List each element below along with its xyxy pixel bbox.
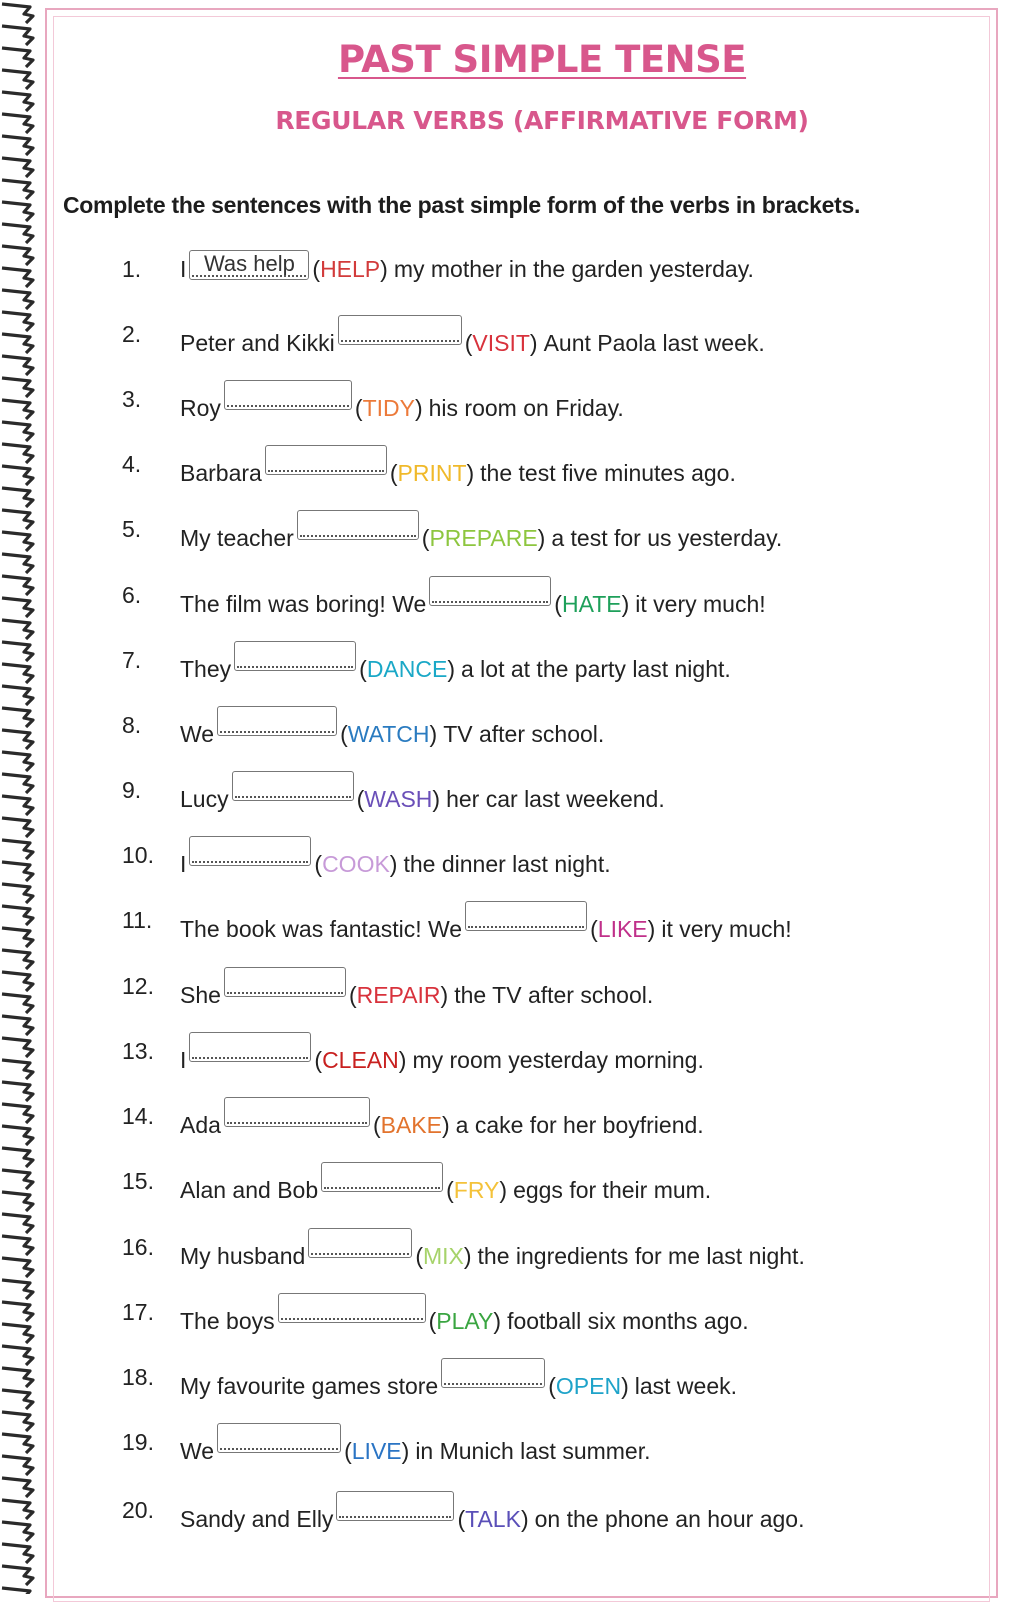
verb-word: PLAY xyxy=(436,1308,494,1334)
page-title: PAST SIMPLE TENSE xyxy=(337,38,747,81)
answer-blank[interactable] xyxy=(224,967,346,997)
exercise-row xyxy=(0,1032,1000,1072)
exercise-number: 2. xyxy=(122,321,142,347)
spiral-ring-icon xyxy=(2,1588,33,1594)
sentence-start: Lucy xyxy=(180,786,229,812)
exercise-number: 4. xyxy=(122,451,142,477)
spiral-ring-icon xyxy=(2,224,33,243)
answer-blank[interactable] xyxy=(189,836,311,866)
exercise-number: 13. xyxy=(122,1038,154,1064)
exercise-sentence xyxy=(180,712,604,748)
spiral-ring-icon xyxy=(2,422,33,441)
spiral-ring-icon xyxy=(2,202,33,221)
sentence-start: Barbara xyxy=(180,460,262,486)
exercise-sentence xyxy=(180,321,765,357)
instructions: Complete the sentences with the past simple form of the verbs in brackets. xyxy=(63,192,861,218)
exercise-number: 11. xyxy=(122,907,153,933)
sentence-end: a test for us yesterday. xyxy=(551,525,783,551)
verb-hint: (CLEAN) xyxy=(314,1047,407,1073)
exercise-number: 20. xyxy=(122,1497,154,1523)
exercise-sentence xyxy=(180,251,754,286)
exercise-sentence xyxy=(180,1497,804,1533)
exercise-number: 15. xyxy=(122,1168,154,1194)
sentence-start: We xyxy=(180,1438,215,1464)
spiral-ring-icon xyxy=(2,136,33,155)
sentence-start: Sandy and Elly xyxy=(180,1506,334,1532)
answer-blank[interactable]: Was help xyxy=(189,250,309,280)
exercise-sentence xyxy=(180,973,653,1009)
exercise-row xyxy=(0,1358,1000,1398)
answer-blank[interactable] xyxy=(232,771,354,801)
exercise-row xyxy=(0,1162,1000,1202)
sentence-end: football six months ago. xyxy=(507,1308,749,1334)
sentence-start: Alan and Bob xyxy=(180,1177,319,1203)
sentence-start: They xyxy=(180,656,232,682)
sentence-start: The boys xyxy=(180,1308,275,1334)
verb-word: CLEAN xyxy=(322,1047,399,1073)
verb-hint: (REPAIR) xyxy=(348,982,449,1008)
answer-blank[interactable] xyxy=(336,1491,454,1521)
answer-blank[interactable] xyxy=(338,315,462,345)
sentence-end: her car last weekend. xyxy=(446,786,665,812)
answer-blank[interactable] xyxy=(297,510,419,540)
verb-hint: (HATE) xyxy=(554,591,630,617)
answer-blank[interactable] xyxy=(217,706,337,736)
exercise-number: 9. xyxy=(122,777,142,803)
answer-blank[interactable] xyxy=(321,1162,443,1192)
answer-blank[interactable] xyxy=(278,1293,426,1323)
exercise-row xyxy=(0,1228,1000,1268)
exercise-number: 8. xyxy=(122,712,142,738)
spiral-ring-icon xyxy=(2,686,33,705)
sentence-end: the test five minutes ago. xyxy=(480,460,736,486)
spiral-ring-icon xyxy=(2,1566,33,1585)
answer-blank[interactable] xyxy=(308,1228,412,1258)
exercise-sentence xyxy=(180,1299,749,1335)
sentence-end: Aunt Paola last week. xyxy=(543,330,765,356)
exercise-number: 14. xyxy=(122,1103,154,1129)
exercise-number: 10. xyxy=(122,842,154,868)
verb-hint: (LIKE) xyxy=(590,916,656,942)
spiral-ring-icon xyxy=(2,554,33,573)
verb-word: LIKE xyxy=(597,916,648,942)
verb-word: TALK xyxy=(465,1506,521,1532)
verb-hint: (VISIT) xyxy=(464,330,538,356)
page-subtitle: REGULAR VERBS (AFFIRMATIVE FORM) xyxy=(275,106,809,135)
exercise-row xyxy=(0,576,1000,616)
exercise-number: 12. xyxy=(122,973,154,999)
exercise-sentence xyxy=(180,582,766,618)
exercise-sentence xyxy=(180,1364,737,1400)
answer-blank[interactable] xyxy=(441,1358,545,1388)
exercise-row xyxy=(0,967,1000,1007)
spiral-ring-icon xyxy=(2,818,33,837)
exercise-number: 17. xyxy=(122,1299,154,1325)
exercise-number: 3. xyxy=(122,386,142,412)
exercise-row xyxy=(0,510,1000,550)
exercise-number: 19. xyxy=(122,1429,154,1455)
exercise-number: 5. xyxy=(122,516,142,542)
verb-hint: (DANCE) xyxy=(359,656,455,682)
exercise-row xyxy=(0,771,1000,811)
exercise-row xyxy=(0,1097,1000,1137)
exercise-sentence xyxy=(180,1234,805,1270)
spiral-ring-icon xyxy=(2,180,33,199)
sentence-start: We xyxy=(180,721,215,747)
sentence-start: Ada xyxy=(180,1112,221,1138)
verb-hint: (LIVE) xyxy=(344,1438,410,1464)
sentence-end: the ingredients for me last night. xyxy=(477,1243,805,1269)
exercise-sentence xyxy=(180,451,736,487)
exercise-row xyxy=(0,901,1000,941)
verb-hint: (HELP) xyxy=(312,256,388,282)
sentence-start: My teacher xyxy=(180,525,294,551)
exercise-sentence xyxy=(180,907,792,943)
sentence-start: My favourite games store xyxy=(180,1373,439,1399)
sentence-end: on the phone an hour ago. xyxy=(534,1506,805,1532)
exercise-row xyxy=(0,706,1000,746)
spiral-ring-icon xyxy=(2,158,33,177)
exercise-number: 16. xyxy=(122,1234,154,1260)
verb-hint: (FRY) xyxy=(446,1177,508,1203)
verb-word: TIDY xyxy=(362,395,415,421)
verb-word: PRINT xyxy=(397,460,467,486)
exercise-row xyxy=(0,445,1000,485)
exercise-sentence xyxy=(180,516,782,552)
exercise-sentence xyxy=(180,777,665,813)
verb-word: REPAIR xyxy=(356,982,441,1008)
exercise-sentence xyxy=(180,842,611,878)
verb-word: OPEN xyxy=(555,1373,622,1399)
verb-hint: (PLAY) xyxy=(428,1308,502,1334)
answer-blank[interactable] xyxy=(465,901,587,931)
sentence-end: eggs for their mum. xyxy=(513,1177,712,1203)
sentence-end: in Munich last summer. xyxy=(415,1438,651,1464)
sentence-end: the TV after school. xyxy=(454,982,654,1008)
answer-blank[interactable] xyxy=(217,1423,341,1453)
verb-hint: (TALK) xyxy=(457,1506,529,1532)
answer-blank[interactable] xyxy=(189,1032,311,1062)
exercise-number: 7. xyxy=(122,647,142,673)
spiral-ring-icon xyxy=(2,290,33,309)
exercise-sentence xyxy=(180,1429,651,1465)
spiral-ring-icon xyxy=(2,752,33,771)
verb-word: WATCH xyxy=(347,721,430,747)
verb-hint: (COOK) xyxy=(314,851,398,877)
exercise-row xyxy=(0,315,1000,355)
exercise-sentence xyxy=(180,386,624,422)
exercise-row xyxy=(0,1423,1000,1463)
exercise-row xyxy=(0,380,1000,420)
verb-hint: (MIX) xyxy=(415,1243,472,1269)
exercise-sentence xyxy=(180,1168,711,1204)
exercise-row xyxy=(0,1491,1000,1531)
sentence-start: She xyxy=(180,982,221,1008)
verb-hint: (WASH) xyxy=(356,786,441,812)
exercise-row xyxy=(0,250,1000,290)
sentence-end: a cake for her boyfriend. xyxy=(455,1112,704,1138)
sentence-end: the dinner last night. xyxy=(403,851,611,877)
exercise-number: 6. xyxy=(122,582,142,608)
sentence-start: The film was boring! We xyxy=(180,591,427,617)
sentence-end: TV after school. xyxy=(443,721,605,747)
exercise-sentence xyxy=(180,1103,704,1139)
sentence-start: The book was fantastic! We xyxy=(180,916,463,942)
sentence-end: it very much! xyxy=(635,591,766,617)
exercise-row xyxy=(0,836,1000,876)
verb-word: DANCE xyxy=(366,656,448,682)
verb-word: WASH xyxy=(364,786,433,812)
sentence-end: my mother in the garden yesterday. xyxy=(393,256,754,282)
sentence-start: I xyxy=(180,851,187,877)
exercise-row xyxy=(0,1293,1000,1333)
answer-blank[interactable] xyxy=(265,445,387,475)
sentence-end: my room yesterday morning. xyxy=(412,1047,704,1073)
sentence-start: I xyxy=(180,1047,187,1073)
verb-word: LIVE xyxy=(351,1438,402,1464)
verb-hint: (TIDY) xyxy=(354,395,423,421)
verb-hint: (OPEN) xyxy=(548,1373,629,1399)
answer-blank[interactable] xyxy=(224,380,352,410)
verb-word: BAKE xyxy=(380,1112,442,1138)
answer-blank[interactable] xyxy=(429,576,551,606)
sentence-end: it very much! xyxy=(661,916,792,942)
exercise-number: 18. xyxy=(122,1364,154,1390)
sentence-start: Peter and Kikki xyxy=(180,330,335,356)
spiral-ring-icon xyxy=(2,620,33,639)
sentence-start: Roy xyxy=(180,395,221,421)
verb-word: HATE xyxy=(561,591,622,617)
verb-word: FRY xyxy=(453,1177,500,1203)
verb-word: VISIT xyxy=(472,330,530,356)
spiral-ring-icon xyxy=(2,356,33,375)
verb-word: PREPARE xyxy=(429,525,538,551)
spiral-ring-icon xyxy=(2,488,33,507)
sentence-end: last week. xyxy=(634,1373,738,1399)
answer-blank[interactable] xyxy=(234,641,356,671)
verb-hint: (WATCH) xyxy=(340,721,438,747)
verb-word: COOK xyxy=(322,851,390,877)
sentence-end: his room on Friday. xyxy=(428,395,624,421)
verb-hint: (PRINT) xyxy=(389,460,475,486)
sentence-start: I xyxy=(180,256,187,282)
spiral-ring-icon xyxy=(2,4,33,23)
exercise-sentence xyxy=(180,1038,704,1074)
verb-hint: (BAKE) xyxy=(372,1112,450,1138)
sentence-start: My husband xyxy=(180,1243,306,1269)
answer-blank[interactable] xyxy=(224,1097,370,1127)
exercise-row xyxy=(0,641,1000,681)
verb-word: HELP xyxy=(320,256,381,282)
exercise-number: 1. xyxy=(122,256,142,282)
sentence-end: a lot at the party last night. xyxy=(461,656,731,682)
spiral-ring-icon xyxy=(2,1544,33,1563)
verb-word: MIX xyxy=(422,1243,464,1269)
verb-hint: (PREPARE) xyxy=(421,525,546,551)
exercise-sentence xyxy=(180,647,731,683)
